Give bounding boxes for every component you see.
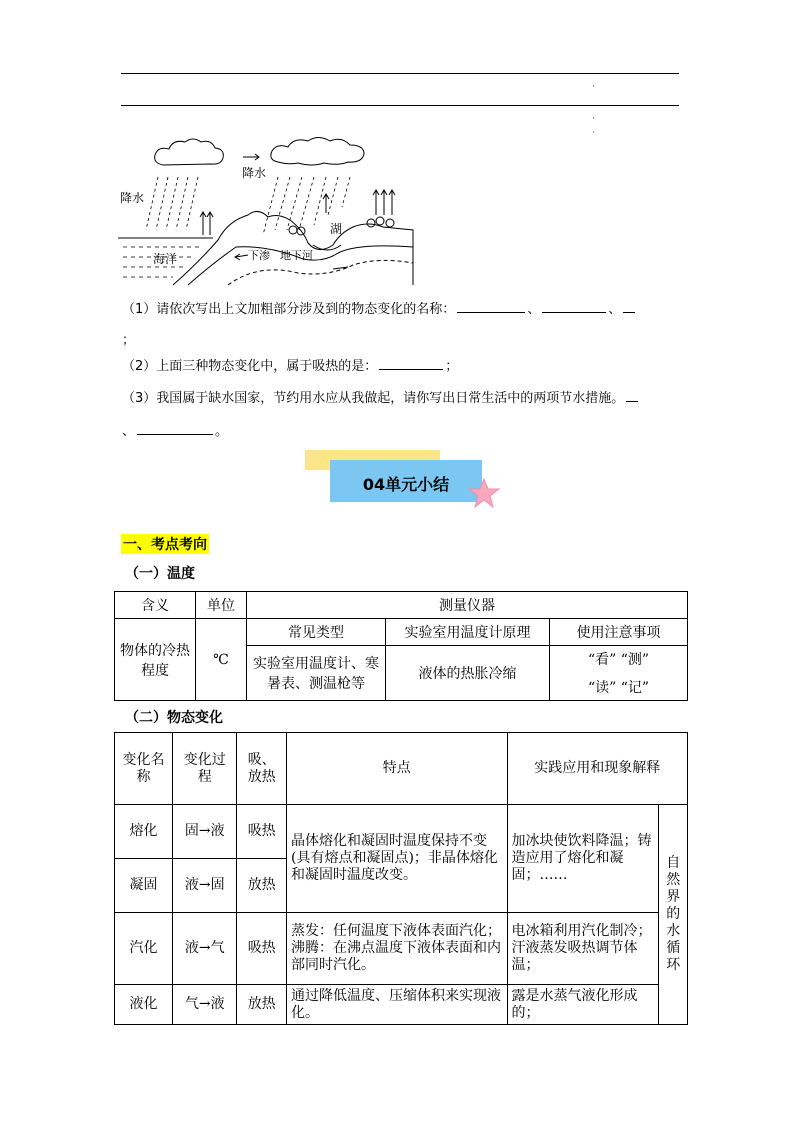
- row-heat: 吸热: [237, 913, 287, 985]
- question-1-end: ；: [122, 333, 136, 348]
- row-process: 气→液: [173, 985, 237, 1025]
- header-process: 变化过程: [173, 733, 237, 805]
- header-instrument: 测量仪器: [247, 592, 688, 619]
- separator: ；: [445, 359, 459, 374]
- dot-mark: ·: [592, 114, 595, 124]
- question-2-text: （2）上面三种物态变化中，属于吸热的是：: [122, 359, 378, 374]
- water-cycle-figure: [118, 135, 418, 290]
- header-heat: 吸、放热: [237, 733, 287, 805]
- feature-vapor: 蒸发：任何温度下液体表面汽化；沸腾：在沸点温度下液体表面和内部同时汽化。: [286, 913, 507, 985]
- app-vapor: 电冰箱利用汽化制冷；汗液蒸发吸热调节体温；: [507, 913, 659, 985]
- label-rain-center: 降水: [242, 166, 267, 180]
- cloud-center: [271, 138, 364, 166]
- row-name: 汽化: [115, 913, 173, 985]
- temperature-table: [114, 591, 688, 701]
- row-process: 液→气: [173, 913, 237, 985]
- header-application: 实践应用和现象解释: [507, 733, 687, 805]
- row-name: 凝固: [115, 859, 173, 913]
- notes-line: “读” “记”: [587, 680, 650, 696]
- question-3: [122, 389, 640, 408]
- question-3-text: （3）我国属于缺水国家，节约用水应从我做起，请你写出日常生活中的两项节水措施。: [122, 391, 625, 406]
- header-meaning: 含义: [115, 592, 196, 619]
- answer-blank[interactable]: [623, 300, 635, 313]
- label-lake: 湖: [330, 222, 343, 236]
- separator: 。: [215, 424, 229, 439]
- unit-summary-banner: [305, 450, 505, 510]
- separator: 、: [608, 302, 622, 317]
- header-types: 常见类型: [247, 619, 386, 646]
- question-1-text: （1）请依次写出上文加粗部分涉及到的物态变化的名称：: [122, 302, 456, 317]
- star-icon: [468, 478, 500, 508]
- app-melt-solid: 加冰块使饮料降温；铸造应用了熔化和凝固；……: [507, 805, 659, 913]
- label-underground-river: 地下河: [280, 249, 313, 262]
- answer-blank[interactable]: [626, 389, 638, 402]
- cell-types: 实验室用温度计、寒暑表、测温枪等: [247, 646, 386, 701]
- question-1: [122, 300, 637, 319]
- header-feature: 特点: [286, 733, 507, 805]
- state-change-table: [114, 732, 688, 1025]
- row-heat: 吸热: [237, 805, 287, 859]
- answer-blank[interactable]: [457, 300, 525, 313]
- banner-title: 04单元小结: [362, 475, 450, 494]
- water-cycle-cell: 自然界的水循环: [659, 805, 688, 1025]
- answer-blank[interactable]: [379, 357, 443, 370]
- cell-principle: 液体的热胀冷缩: [386, 646, 550, 701]
- subsection-title-temperature: （一）温度: [125, 566, 195, 582]
- cell-notes: [550, 646, 688, 701]
- header-notes: 使用注意事项: [550, 619, 688, 646]
- answer-line-2: [121, 105, 679, 106]
- header-unit: 单位: [196, 592, 247, 619]
- cell-meaning: 物体的冷热程度: [115, 619, 196, 701]
- row-heat: 放热: [237, 859, 287, 913]
- separator: 、: [527, 302, 541, 317]
- section-title: 一、考点考向: [121, 534, 209, 554]
- row-name: 液化: [115, 985, 173, 1025]
- feature-melt-solid: 晶体熔化和凝固时温度保持不变(具有熔点和凝固点)；非晶体熔化和凝固时温度改变。: [286, 805, 507, 913]
- label-rain-left: 降水: [120, 191, 145, 205]
- notes-line: “看” “测”: [587, 652, 650, 668]
- header-name: 变化名称: [115, 733, 173, 805]
- question-3-line2: [122, 422, 228, 441]
- cloud-left: [155, 139, 224, 165]
- label-ocean: 海洋: [153, 252, 178, 266]
- cell-unit: ℃: [196, 619, 247, 701]
- subsection-title-state-change: （二）物态变化: [125, 710, 223, 726]
- row-name: 熔化: [115, 805, 173, 859]
- separator: 、: [122, 424, 136, 439]
- label-seepage: 下渗: [248, 249, 270, 262]
- question-2: [122, 357, 458, 376]
- answer-line-1: [121, 73, 679, 74]
- row-process: 固→液: [173, 805, 237, 859]
- answer-blank[interactable]: [542, 300, 606, 313]
- row-process: 液→固: [173, 859, 237, 913]
- app-liquefy: 露是水蒸气液化形成的；: [507, 985, 659, 1025]
- dot-mark: ·: [592, 82, 595, 92]
- row-heat: 放热: [237, 985, 287, 1025]
- dot-mark: ·: [592, 128, 595, 138]
- header-principle: 实验室用温度计原理: [386, 619, 550, 646]
- feature-liquefy: 通过降低温度、压缩体积来实现液化。: [286, 985, 507, 1025]
- answer-blank[interactable]: [137, 422, 213, 435]
